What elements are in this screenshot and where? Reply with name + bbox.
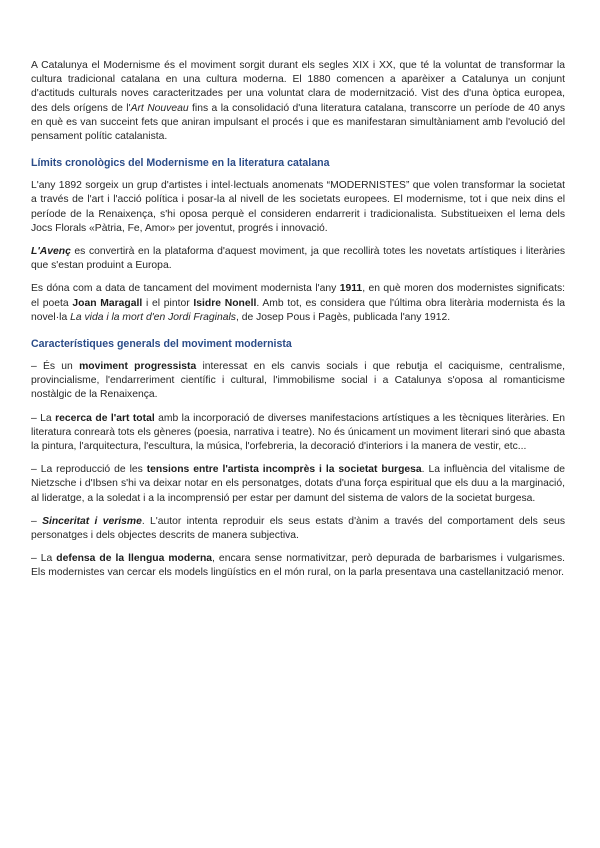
characteristic-item: – És un moviment progressista interessat en els canvis socials i que rebutja el caciquisme, centralisme, provincialisme, l'endarreriment científic i cultural, l'immobilisme social i a Catalunya s'oposa al romanticisme nostàlgic de la Renaixença. — [31, 361, 565, 401]
characteristic-item: – La recerca de l'art total amb la incorporació de diverses manifestacions artístiques a les tècniques literàries. En literatura conrearà tots els gèneres (poesia, narrativa i teatre). No és únicament un moviment literari sinó que abasta la pintura, l'arquitectura, l'escultura, la música, l'orfebreria, la decoració d'interiors i la manera de vestir, etc... — [31, 412, 565, 453]
chronology-paragraph-1: L'any 1892 sorgeix un grup d'artistes i intel·lectuals anomenats “MODERNISTES” que volen transformar la societat a través de l'art i l'acció política i posar-la al nivell de les societats europees. El modernisme, tot i que neix dins el període de la Renaixença, s'hi oposa perquè el consideren endarrerit i tradicionalista. Substitueixen el lema dels Jocs Florals «Pàtria, Fe, Amor» per joventut, progrés i innovació. — [31, 180, 565, 234]
characteristic-item: – La defensa de la llengua moderna, encara sense normativitzar, però depurada de barbarismes i vulgarismes. Els modernistes van cercar els models lingüístics en el món rural, on la parla presentava una castellanització menor. — [31, 553, 565, 579]
characteristic-item: – La reproducció de les tensions entre l'artista incomprès i la societat burgesa. La influència del vitalisme de Nietzsche i d'Ibsen s'hi va deixar notar en els personatges, dotats d'una força espiritual que els duu a la marginació, al lideratge, a la soledat i a la incomprensió per estar per damunt del sistema de valors de la societat burgesa. — [31, 464, 565, 504]
chronology-paragraph-3: Es dóna com a data de tancament del moviment modernista l'any 1911, en què moren dos modernistes significats: el poeta Joan Maragall i el pintor Isidre Nonell. Amb tot, es considera que l'última obra literària modernista és la novel·la La vida i la mort d'en Jordi Fraginals, de Josep Pous i Pagès, publicada l'any 1912. — [31, 283, 566, 323]
section-heading-characteristics: Característiques generals del moviment modernista — [31, 338, 292, 351]
characteristic-item: – Sinceritat i verisme. L'autor intenta reproduir els seus estats d'ànim a través del comportament dels seus personatges i dels objectes descrits de manera subjectiva. — [31, 515, 565, 542]
art-nouveau-term: Art Nouveau — [130, 102, 189, 114]
chronology-paragraph-2: L'Avenç es convertirà en la plataforma d'aquest moviment, ja que recollirà totes les novetats artístiques i literàries que s'estan produint a Europa. — [31, 246, 565, 272]
section-heading-chronology: Límits cronològics del Modernisme en la literatura catalana — [31, 157, 330, 170]
poet-name: Joan Maragall — [72, 297, 143, 309]
painter-name: Isidre Nonell — [193, 297, 257, 309]
novel-title: La vida i la mort d'en Jordi Fraginals — [70, 311, 236, 323]
closing-year: 1911 — [339, 283, 363, 295]
avenc-title: L'Avenç — [31, 246, 71, 258]
intro-paragraph: A Catalunya el Modernisme és el moviment sorgit durant els segles XIX i XX, que té la voluntat de transformar la cultura tradicional catalana en una cultura moderna. El 1880 comencen a aparèixer a Catalunya un conjunt d'actituds culturals noves caracteritzades per una voluntat clara de modernització. Vist des d'una òptica europea, des dels orígens de l'Art Nouveau fins a la consolidació d'una literatura catalana, transcorre un període de 40 anys en què es van succeint fets que aniran impulsant el procés i que es manifestaran simultàniament amb l'evolució del pensament polític catalanista. — [31, 60, 566, 143]
